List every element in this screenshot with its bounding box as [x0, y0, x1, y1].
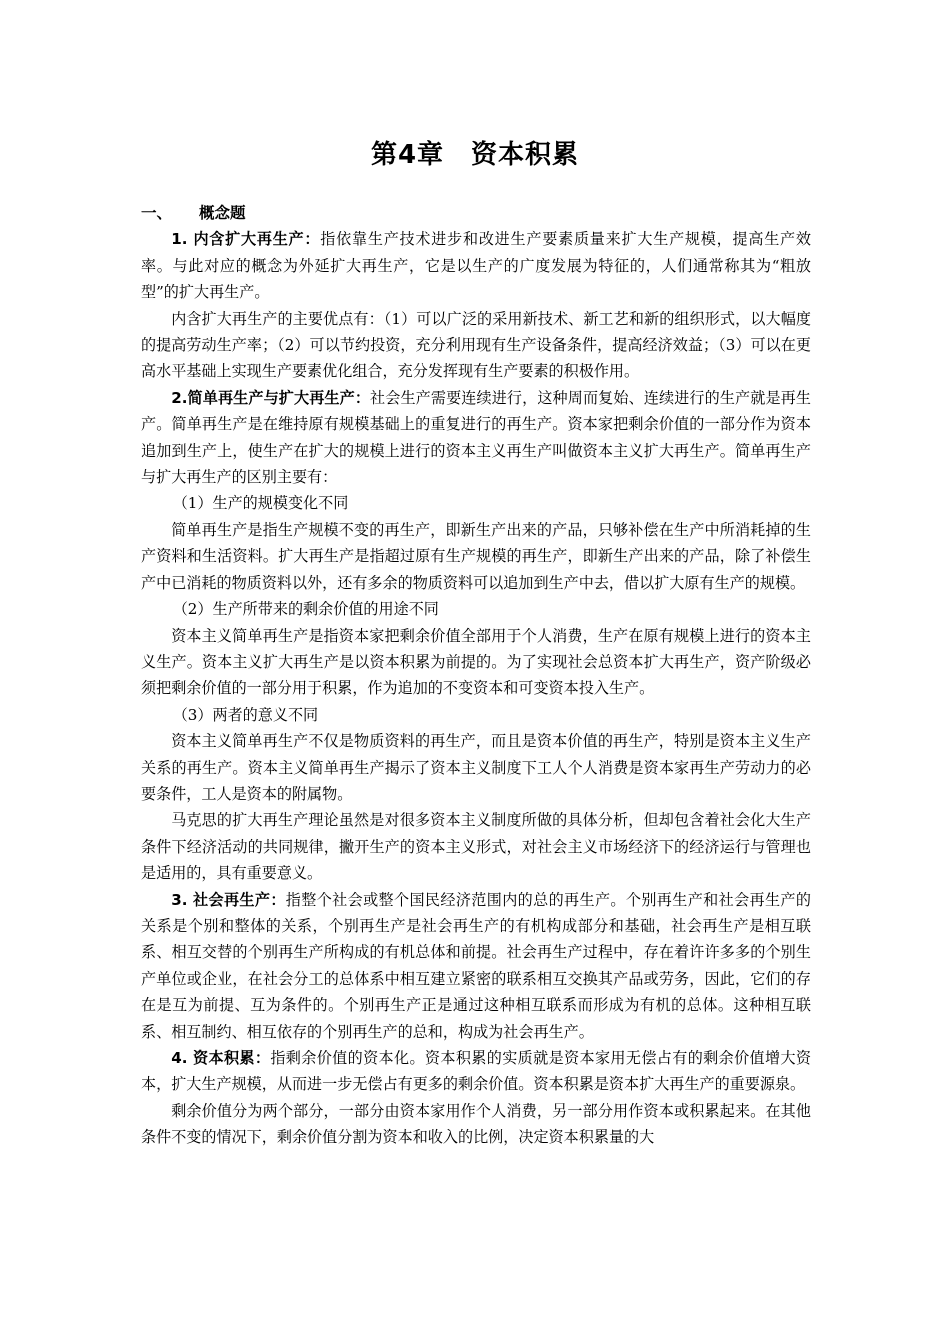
document-body — [141, 200, 811, 1151]
section-number: 一、 — [141, 204, 173, 222]
paragraph: 马克思的扩大再生产理论虽然是对很多资本主义制度所做的具体分析，但却包含着社会化大生产条件下经济活动的共同规律，撇开生产的资本主义形式，对社会主义市场经济下的经济运行与管理也是适用的，具有重要意义。 — [141, 811, 811, 883]
paragraph: 内含扩大再生产的主要优点有：（1）可以广泛的采用新技术、新工艺和新的组织形式，以大幅度的提高劳动生产率；（2）可以节约投资，充分利用现有生产设备条件，提高经济效益；（3）可以在更高水平基础上实现生产要素优化组合，充分发挥现有生产要素的积极作用。 — [141, 309, 811, 381]
paragraph: 简单再生产是指生产规模不变的再生产，即新生产出来的产品，只够补偿在生产中所消耗掉的生产资料和生活资料。扩大再生产是指超过原有生产规模的再生产，即新生产出来的产品，除了补偿生产中已消耗的物质资料以外，还有多余的物质资料可以追加到生产中去，借以扩大原有生产的规模。 — [141, 520, 811, 592]
paragraph-text: 指依靠生产技术进步和改进生产要素质量来扩大生产规模，提高生产效率。与此对应的概念为外延扩大再生产，它是以生产的广度发展为特征的，人们通常称其为“粗放型”的扩大再生产。 — [141, 230, 811, 302]
section-label: 概念题 — [199, 204, 246, 222]
subheading: （2）生产所带来的剩余价值的用途不同 — [172, 600, 439, 619]
term-label: 4. 资本积累： — [171, 1049, 271, 1067]
paragraph-text: 指剩余价值的资本化。资本积累的实质就是资本家用无偿占有的剩余价值增大资本，扩大生产规模，从而进一步无偿占有更多的剩余价值。资本积累是资本扩大再生产的重要源泉。 — [141, 1049, 811, 1094]
definition-paragraph — [141, 887, 811, 1045]
paragraph: 剩余价值分为两个部分，一部分由资本家用作个人消费，另一部分用作资本或积累起来。在其他条件不变的情况下，剩余价值分割为资本和收入的比例，决定资本积累量的大 — [141, 1101, 811, 1147]
definition-paragraph — [141, 226, 811, 305]
paragraph: 资本主义简单再生产是指资本家把剩余价值全部用于个人消费，生产在原有规模上进行的资本主义生产。资本主义扩大再生产是以资本积累为前提的。为了实现社会总资本扩大再生产，资产阶级必须把剩余价值的一部分用于积累，作为追加的不变资本和可变资本投入生产。 — [141, 626, 811, 698]
term-label: 1. 内含扩大再生产： — [171, 230, 321, 249]
definition-paragraph — [141, 385, 811, 491]
subheading: （3）两者的意义不同 — [172, 705, 319, 724]
term-label: 3. 社会再生产： — [171, 890, 286, 909]
definition-paragraph — [141, 1045, 811, 1098]
subheading: （1）生产的规模变化不同 — [172, 494, 349, 513]
paragraph-text: 社会生产需要连续进行，这种周而复始、连续进行的生产就是再生产。简单再生产是在维持原有规模基础上的重复进行的再生产。资本家把剩余价值的一部分作为资本追加到生产上，使生产在扩大的规模上进行的资本主义再生产叫做资本主义扩大再生产。简单再生产与扩大再生产的区别主要有： — [141, 388, 811, 487]
term-label: 2.简单再生产与扩大再生产： — [171, 388, 371, 407]
section-heading — [141, 200, 811, 226]
paragraph-text: 指整个社会或整个国民经济范围内的总的再生产。个别再生产和社会再生产的关系是个别和整体的关系，个别再生产是社会再生产的有机构成部分和基础，社会再生产是相互联系、相互交替的个别再生产所构成的有机总体和前提。社会再生产过程中，存在着许许多多的个别生产单位或企业，在社会分工的总体系中相互建立紧密的联系相互交换其产品或劳务，因此，它们的存在是互为前提、互为条件的。个别再生产正是通过这种相互联系而形成为有机的总体。这种相互联系、相互制约、相互依存的个别再生产的总和，构成为社会再生产。 — [141, 890, 811, 1041]
paragraph: 资本主义简单再生产不仅是物质资料的再生产，而且是资本价值的再生产，特别是资本主义生产关系的再生产。资本主义简单再生产揭示了资本主义制度下工人个人消费是资本家再生产劳动力的必要条件，工人是资本的附属物。 — [141, 732, 811, 803]
chapter-title: 第4章 资本积累 — [370, 140, 580, 170]
